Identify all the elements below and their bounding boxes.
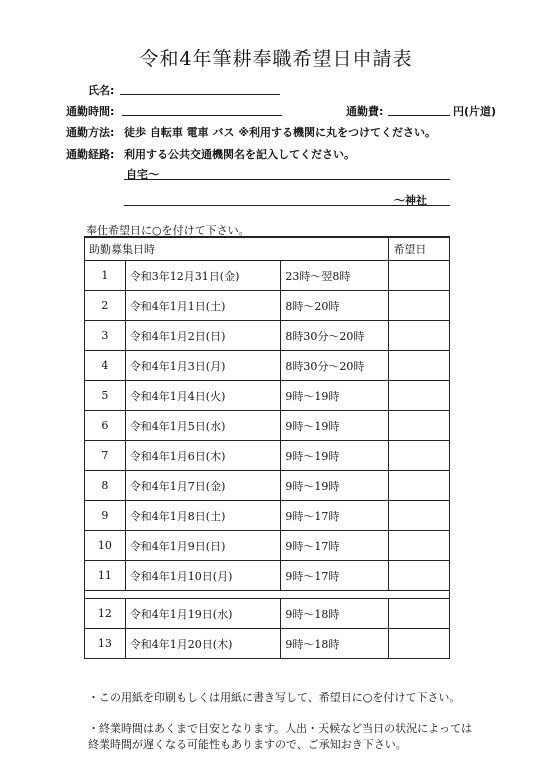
row-time: 8時〜20時 bbox=[281, 291, 389, 321]
table-header-row bbox=[85, 237, 450, 261]
row-number: 7 bbox=[85, 441, 126, 471]
table-row bbox=[85, 411, 450, 441]
table-row bbox=[85, 321, 450, 351]
table-row bbox=[85, 351, 450, 381]
row-number: 2 bbox=[85, 291, 126, 321]
row-time: 9時〜19時 bbox=[281, 411, 389, 441]
row-date: 令和3年12月31日(金) bbox=[125, 261, 281, 291]
row-date: 令和4年1月20日(木) bbox=[125, 629, 281, 659]
row-date: 令和4年1月10日(月) bbox=[125, 561, 281, 591]
row-number: 4 bbox=[85, 351, 126, 381]
row-date: 令和4年1月4日(火) bbox=[125, 381, 281, 411]
row-wish-checkbox[interactable] bbox=[389, 471, 450, 501]
commute-route-instruction: 利用する公共交通機関名を記入してください。 bbox=[124, 148, 355, 161]
commute-method-label: 通勤方法: bbox=[66, 126, 115, 139]
row-wish-checkbox[interactable] bbox=[389, 629, 450, 659]
table-row bbox=[85, 291, 450, 321]
row-number: 11 bbox=[85, 561, 126, 591]
table-row bbox=[85, 599, 450, 629]
row-time: 8時30分〜20時 bbox=[281, 321, 389, 351]
row-number: 13 bbox=[85, 629, 126, 659]
row-wish-checkbox[interactable] bbox=[389, 381, 450, 411]
schedule-note: 奉仕希望日に○を付けて下さい。 bbox=[86, 224, 250, 237]
row-number: 6 bbox=[85, 411, 126, 441]
row-number: 10 bbox=[85, 531, 126, 561]
route-end: 〜神社 bbox=[394, 194, 427, 207]
row-date: 令和4年1月19日(水) bbox=[125, 599, 281, 629]
header-wish: 希望日 bbox=[389, 237, 450, 261]
row-time: 9時〜17時 bbox=[281, 501, 389, 531]
table-row bbox=[85, 629, 450, 659]
table-row bbox=[85, 441, 450, 471]
table-row bbox=[85, 261, 450, 291]
table-row bbox=[85, 501, 450, 531]
row-number: 1 bbox=[85, 261, 126, 291]
commute-cost-unit: 円(片道) bbox=[453, 105, 497, 118]
row-wish-checkbox[interactable] bbox=[389, 531, 450, 561]
row-date: 令和4年1月7日(金) bbox=[125, 471, 281, 501]
name-field[interactable] bbox=[120, 94, 280, 95]
commute-method-options[interactable]: 徒歩 自転車 電車 バス ※利用する機関に丸をつけてください。 bbox=[124, 126, 437, 139]
row-time: 9時〜19時 bbox=[281, 381, 389, 411]
name-label: 氏名: bbox=[88, 84, 115, 97]
row-date: 令和4年1月6日(木) bbox=[125, 441, 281, 471]
row-wish-checkbox[interactable] bbox=[389, 321, 450, 351]
commute-time-field[interactable] bbox=[122, 115, 282, 116]
row-time: 9時〜17時 bbox=[281, 531, 389, 561]
commute-cost-label: 通勤費: bbox=[346, 105, 384, 118]
schedule-table bbox=[84, 236, 450, 659]
row-wish-checkbox[interactable] bbox=[389, 261, 450, 291]
table-spacer-row bbox=[85, 591, 450, 599]
row-wish-checkbox[interactable] bbox=[389, 291, 450, 321]
table-row bbox=[85, 471, 450, 501]
route-line-2[interactable] bbox=[124, 205, 450, 206]
row-number: 5 bbox=[85, 381, 126, 411]
row-number: 12 bbox=[85, 599, 126, 629]
row-wish-checkbox[interactable] bbox=[389, 411, 450, 441]
row-time: 9時〜18時 bbox=[281, 629, 389, 659]
commute-route-label: 通勤経路: bbox=[66, 148, 115, 161]
row-time: 9時〜19時 bbox=[281, 441, 389, 471]
row-time: 23時〜翌8時 bbox=[281, 261, 389, 291]
footnote-1: ・この用紙を印刷もしくは用紙に書き写して、希望日に○を付けて下さい。 bbox=[88, 691, 461, 704]
row-time: 9時〜17時 bbox=[281, 561, 389, 591]
row-time: 8時30分〜20時 bbox=[281, 351, 389, 381]
row-wish-checkbox[interactable] bbox=[389, 351, 450, 381]
row-time: 9時〜18時 bbox=[281, 599, 389, 629]
row-date: 令和4年1月9日(日) bbox=[125, 531, 281, 561]
commute-time-label: 通勤時間: bbox=[66, 105, 115, 118]
row-number: 3 bbox=[85, 321, 126, 351]
table-row bbox=[85, 531, 450, 561]
row-time: 9時〜19時 bbox=[281, 471, 389, 501]
row-number: 9 bbox=[85, 501, 126, 531]
route-start: 自宅〜 bbox=[126, 168, 159, 181]
row-date: 令和4年1月8日(土) bbox=[125, 501, 281, 531]
route-line-1[interactable] bbox=[124, 179, 450, 180]
row-wish-checkbox[interactable] bbox=[389, 561, 450, 591]
page-title: 令和4年筆耕奉職希望日申請表 bbox=[139, 48, 413, 70]
row-wish-checkbox[interactable] bbox=[389, 501, 450, 531]
footnote-2: ・終業時間はあくまで目安となります。人出・天候など当日の状況によっては終業時間が遅くなる可能性もありますので、ご承知おき下さい。 bbox=[88, 722, 473, 751]
row-date: 令和4年1月5日(水) bbox=[125, 411, 281, 441]
header-date: 助勤募集日時 bbox=[85, 237, 389, 261]
table-row bbox=[85, 561, 450, 591]
row-date: 令和4年1月3日(月) bbox=[125, 351, 281, 381]
row-wish-checkbox[interactable] bbox=[389, 441, 450, 471]
row-date: 令和4年1月1日(土) bbox=[125, 291, 281, 321]
row-number: 8 bbox=[85, 471, 126, 501]
row-date: 令和4年1月2日(日) bbox=[125, 321, 281, 351]
row-wish-checkbox[interactable] bbox=[389, 599, 450, 629]
table-row bbox=[85, 381, 450, 411]
commute-cost-field[interactable] bbox=[388, 115, 450, 116]
